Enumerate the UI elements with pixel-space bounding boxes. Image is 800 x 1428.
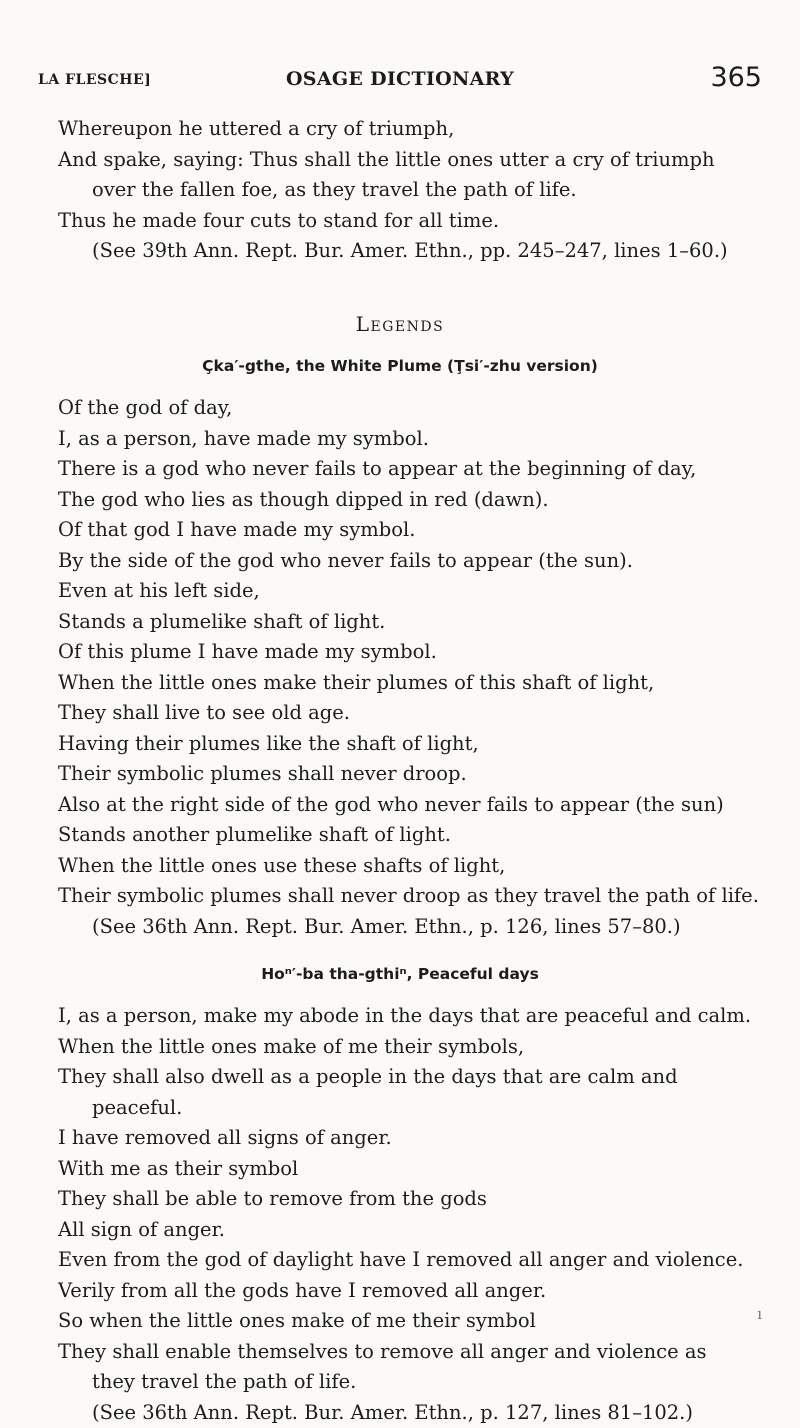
text-line: they travel the path of life. (58, 1367, 748, 1398)
page-number: 365 (710, 62, 762, 93)
text-line: Even at his left side, (58, 576, 748, 607)
text-line: Of that god I have made my symbol. (58, 515, 748, 546)
text-line: Their symbolic plumes shall never droop. (58, 759, 748, 790)
section-heading-legends: Legends (0, 312, 800, 336)
legend-heading-peaceful-days: Hoⁿ′-ba tha-gthiⁿ, Peaceful days (0, 965, 800, 983)
text-line: (See 39th Ann. Rept. Bur. Amer. Ethn., pp. 245–247, lines 1–60.) (58, 236, 748, 267)
text-line: So when the little ones make of me their symbol (58, 1306, 748, 1337)
text-line: (See 36th Ann. Rept. Bur. Amer. Ethn., p. 127, lines 81–102.) (58, 1398, 748, 1428)
text-line: They shall enable themselves to remove all anger and violence as (58, 1337, 748, 1368)
text-line: I, as a person, have made my symbol. (58, 424, 748, 455)
text-line: Stands a plumelike shaft of light. (58, 607, 748, 638)
text-line: (See 36th Ann. Rept. Bur. Amer. Ethn., p. 126, lines 57–80.) (58, 912, 748, 943)
text-line: Having their plumes like the shaft of light, (58, 729, 748, 760)
text-line: Of this plume I have made my symbol. (58, 637, 748, 668)
intro-passage (58, 114, 748, 267)
text-line: They shall live to see old age. (58, 698, 748, 729)
text-line: And spake, saying: Thus shall the little ones utter a cry of triumph (58, 145, 748, 176)
text-line: peaceful. (58, 1093, 748, 1124)
text-line: Of the god of day, (58, 393, 748, 424)
text-line: Also at the right side of the god who never fails to appear (the sun) (58, 790, 748, 821)
text-line: I have removed all signs of anger. (58, 1123, 748, 1154)
book-running-title: OSAGE DICTIONARY (38, 68, 762, 90)
text-line: All sign of anger. (58, 1215, 748, 1246)
text-line: over the fallen foe, as they travel the path of life. (58, 175, 748, 206)
text-line: The god who lies as though dipped in red (dawn). (58, 485, 748, 516)
text-line: When the little ones make of me their symbols, (58, 1032, 748, 1063)
text-line: Verily from all the gods have I removed all anger. (58, 1276, 748, 1307)
running-head (38, 62, 762, 102)
legend-white-plume-text (58, 393, 748, 942)
text-line: Even from the god of daylight have I removed all anger and violence. (58, 1245, 748, 1276)
text-line: By the side of the god who never fails to appear (the sun). (58, 546, 748, 577)
text-line: Their symbolic plumes shall never droop as they travel the path of life. (58, 881, 748, 912)
text-line: Thus he made four cuts to stand for all time. (58, 206, 748, 237)
author-running-title: LA FLESCHE] (38, 72, 151, 88)
text-line: They shall be able to remove from the gods (58, 1184, 748, 1215)
text-line: When the little ones use these shafts of light, (58, 851, 748, 882)
text-line: Stands another plumelike shaft of light. (58, 820, 748, 851)
margin-mark: ı (757, 1305, 762, 1323)
text-line: There is a god who never fails to appear at the beginning of day, (58, 454, 748, 485)
text-line: They shall also dwell as a people in the days that are calm and (58, 1062, 748, 1093)
text-line: When the little ones make their plumes of this shaft of light, (58, 668, 748, 699)
text-line: Whereupon he uttered a cry of triumph, (58, 114, 748, 145)
text-line: With me as their symbol (58, 1154, 748, 1185)
legend-heading-white-plume: Çka′-gthe, the White Plume (Ţsi′-zhu version) (0, 357, 800, 375)
legend-peaceful-days-text (58, 1001, 748, 1428)
text-line: I, as a person, make my abode in the days that are peaceful and calm. (58, 1001, 748, 1032)
